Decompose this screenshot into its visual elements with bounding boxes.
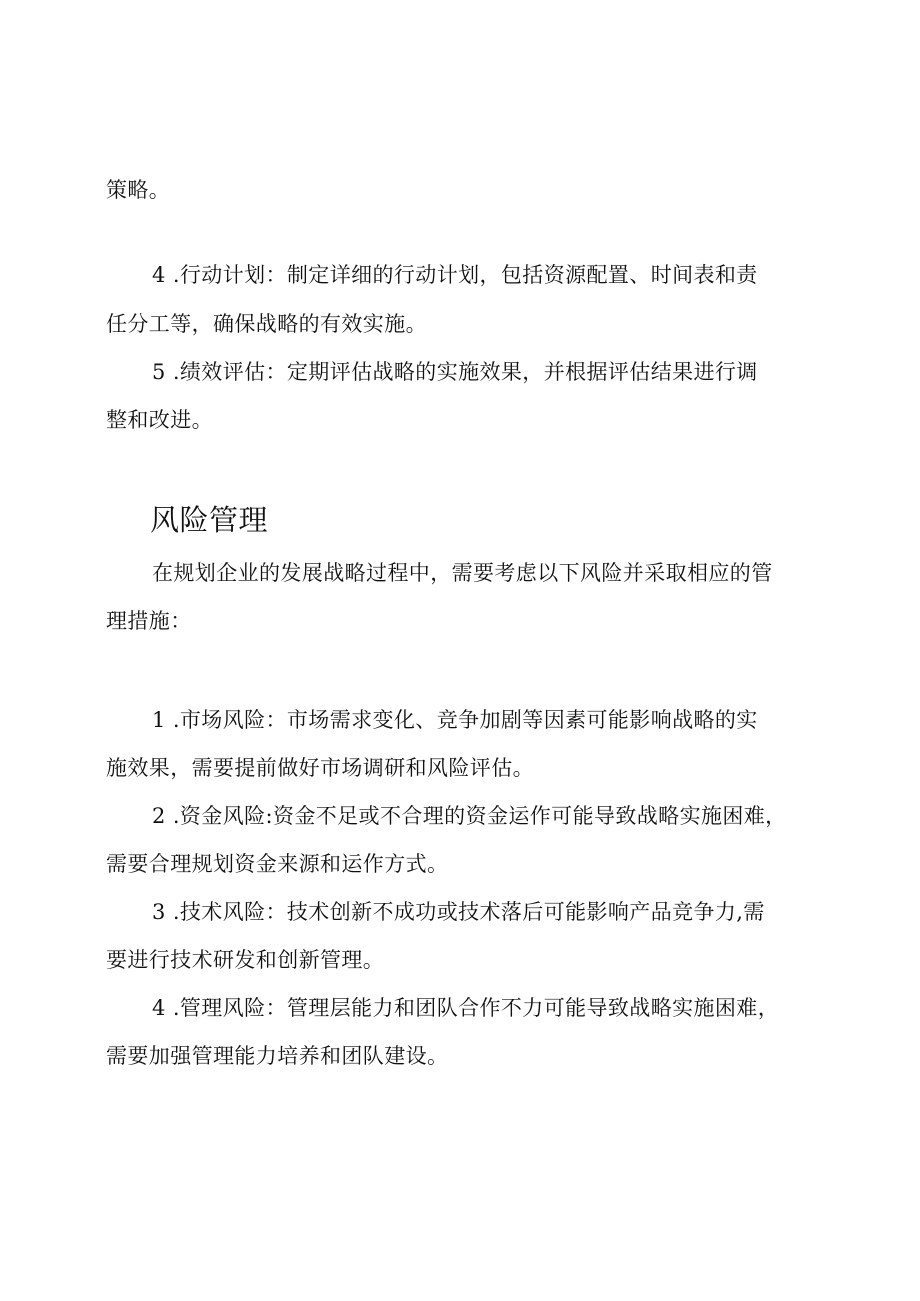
- strategy-step-5-line-2: 整和改进。: [106, 408, 213, 432]
- paragraph-continuation: 策略。: [106, 178, 171, 202]
- risk-item-2-line-2: 需要合理规划资金来源和运作方式。: [106, 852, 449, 876]
- risk-intro-line-2: 理措施：: [106, 609, 192, 633]
- section-heading-risk-management: 风险管理: [150, 503, 269, 537]
- strategy-step-4-line-1: 4 .行动计划：制定详细的行动计划，包括资源配置、时间表和责: [152, 263, 758, 287]
- risk-item-1-line-2: 施效果，需要提前做好市场调研和风险评估。: [106, 756, 534, 780]
- risk-intro-line-1: 在规划企业的发展战略过程中，需要考虑以下风险并采取相应的管: [152, 561, 773, 585]
- risk-item-2-line-1: 2 .资金风险:资金不足或不合理的资金运作可能导致战略实施困难，: [152, 804, 787, 828]
- risk-item-1-line-1: 1 .市场风险：市场需求变化、竞争加剧等因素可能影响战略的实: [152, 708, 758, 732]
- risk-item-4-line-2: 需要加强管理能力培养和团队建设。: [106, 1044, 449, 1068]
- strategy-step-5-line-1: 5 .绩效评估：定期评估战略的实施效果，并根据评估结果进行调: [152, 360, 758, 384]
- risk-item-3-line-2: 要进行技术研发和创新管理。: [106, 948, 385, 972]
- risk-item-4-line-1: 4 .管理风险：管理层能力和团队合作不力可能导致战略实施困难，: [152, 996, 780, 1020]
- strategy-step-4-line-2: 任分工等，确保战略的有效实施。: [106, 312, 427, 336]
- risk-item-3-line-1: 3 .技术风险：技术创新不成功或技术落后可能影响产品竞争力,需: [152, 900, 765, 924]
